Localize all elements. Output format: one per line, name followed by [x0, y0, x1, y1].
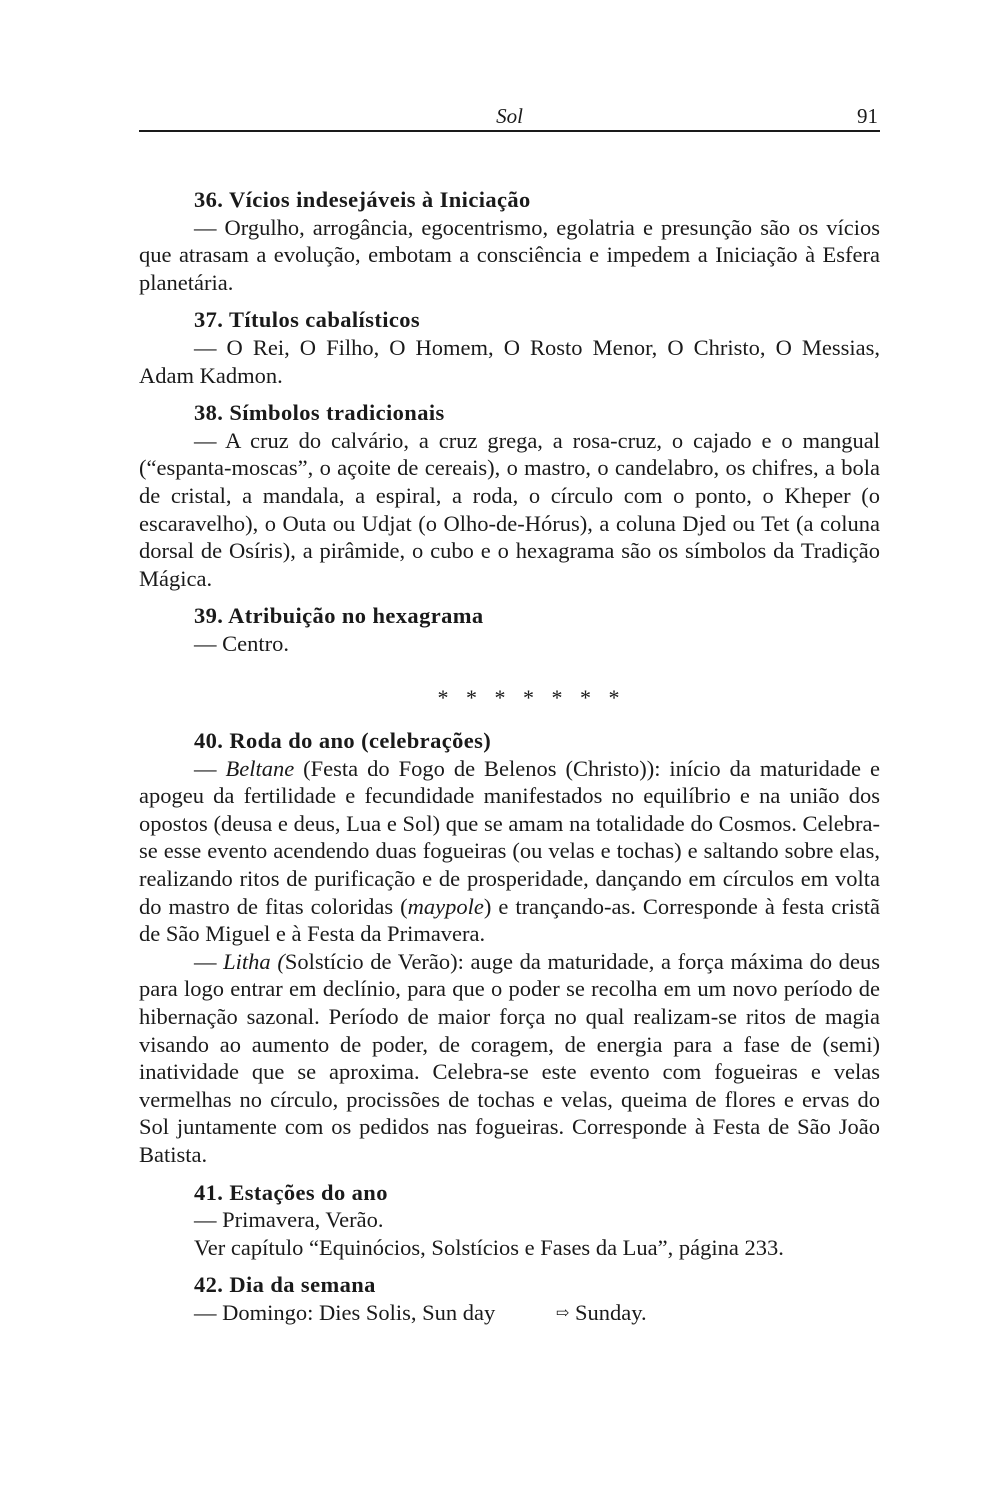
running-header — [139, 102, 880, 132]
term-maypole: maypole — [407, 893, 484, 919]
section-heading-39: 39. Atribuição no hexagrama — [194, 603, 484, 629]
section-text-40-beltane — [139, 755, 880, 948]
term-beltane: Beltane — [225, 755, 295, 781]
section-heading-38: 38. Símbolos tradicionais — [194, 400, 445, 426]
page-number: 91 — [857, 104, 878, 128]
section-heading-42: 42. Dia da semana — [194, 1272, 376, 1298]
right-arrow-icon: ⇨ — [555, 1304, 570, 1322]
section-heading-36: 36. Vícios indesejáveis à Iniciação — [194, 187, 531, 212]
dash: — — [194, 755, 226, 781]
section-heading-40: 40. Roda do ano (celebrações) — [194, 728, 492, 754]
section-text-36: — Orgulho, arrogância, egocentrismo, egolatria e presunção são os vícios que atrasam a evolução, embotam a consciência e impedem a Iniciação à Esfera planetária. — [139, 214, 880, 295]
dash: — — [194, 948, 224, 974]
section-text-40-litha — [139, 948, 880, 1169]
section-heading-37: 37. Títulos cabalísticos — [194, 307, 421, 333]
section-heading-41: 41. Estações do ano — [194, 1179, 388, 1205]
section-text-42 — [139, 1299, 880, 1328]
beltane-text-b: ) e trançando-as. Corresponde à festa cristã de São Miguel e à Festa da Primavera. — [139, 893, 880, 947]
section-text-38: — A cruz do calvário, a cruz grega, a rosa-cruz, o cajado e o mangual (“espanta-moscas”, o açoite de cereais), o mastro, o candelabro, os chifres, a bola de cristal, a mandala, a espiral, a roda, o círculo com o ponto, o Kheper (o escaravelho), o Outa ou Udjat (o Olho-de-Hórus), a coluna Djed ou Tet (a coluna dorsal de Osíris), a pirâmide, o cubo e o hexagrama são os símbolos da Tradição Mágica. — [139, 427, 880, 591]
running-title: Sol — [496, 104, 523, 128]
litha-text: Solstício de Verão): auge da maturidade, a força máxima do deus para logo entrar em declínio, para que o poder se recolha em um novo período de hibernação sazonal. Período de maior força no qual realizam-se ritos de magia visando ao aumento de poder, de coragem, de energia para a fase de (semi) inatividade que se aproxima. Celebra-se este evento com fogueiras e velas vermelhas no círculo, procissões de tochas e velas, queima de flores e ervas do Sol juntamente com os pedidos nas fogueiras. Corresponde à Festa de São João Batista. — [139, 948, 881, 1167]
section-text-41-line1: — Primavera, Verão. — [194, 1207, 384, 1233]
section-text-37: — O Rei, O Filho, O Homem, O Rosto Menor, O Christo, O Messias, Adam Kadmon. — [139, 334, 880, 388]
section-text-39: — Centro. — [194, 630, 289, 656]
section-divider: * * * * * * * — [437, 684, 626, 710]
page-body — [139, 186, 880, 1328]
weekday-text-a: — Domingo: Dies Solis, Sun day — [194, 1299, 501, 1325]
beltane-text-a: (Festa do Fogo de Belenos (Christo)): início da maturidade e apogeu da fertilidade e fecundidade manifestados no equilíbrio e na união dos opostos (deusa e deus, Lua e Sol) que se amam na totalidade do Cosmos. Celebra-se esse evento acendendo duas fogueiras (ou velas e tochas) e saltando sobre elas, realizando ritos de purificação e de prosperidade, dançando em círculos em volta do mastro de fitas coloridas ( — [139, 755, 880, 919]
section-text-41-line2: Ver capítulo “Equinócios, Solstícios e Fases da Lua”, página 233. — [194, 1234, 784, 1260]
term-litha: Litha ( — [223, 948, 285, 974]
weekday-text-b: Sunday. — [569, 1299, 647, 1325]
